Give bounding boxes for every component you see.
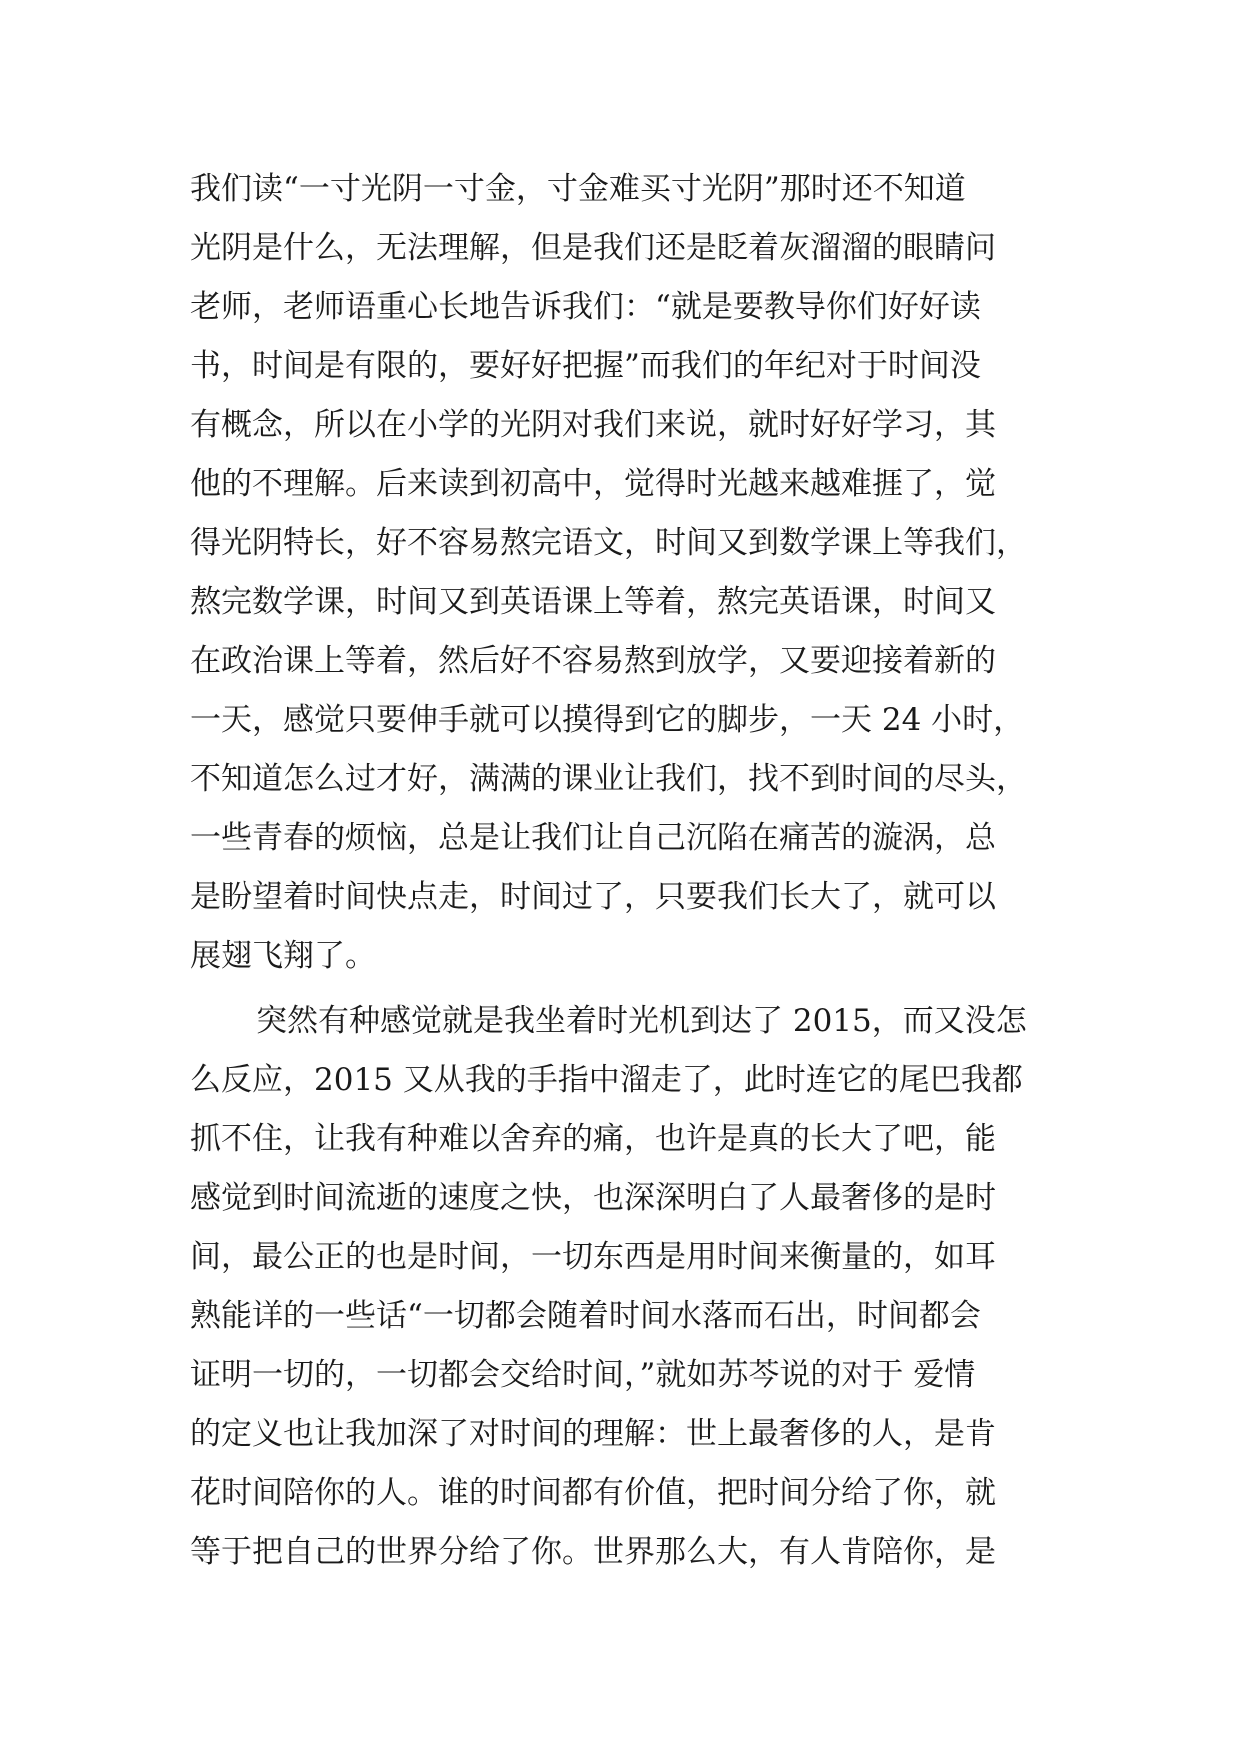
text-line: 证明一切的，一切都会交给时间，”就如苏芩说的对于 爱情: [190, 1357, 976, 1393]
text-line: 展翅飞翔了。: [190, 938, 376, 974]
paragraph-2: [190, 992, 1070, 1582]
text-line: 有概念，所以在小学的光阴对我们来说，就时好好学习，其: [190, 407, 996, 443]
text-line: 老师，老师语重心长地告诉我们：“就是要教导你们好好读: [190, 289, 981, 325]
text-line: 熟能详的一些话“一切都会随着时间水落而石出，时间都会: [190, 1298, 981, 1334]
text-line: 花时间陪你的人。谁的时间都有价值，把时间分给了你，就: [190, 1475, 996, 1511]
text-line: 抓不住，让我有种难以舍弃的痛，也许是真的长大了吧，能: [190, 1121, 996, 1157]
text-line: 他的不理解。后来读到初高中，觉得时光越来越难捱了，觉: [190, 466, 996, 502]
document-body: [190, 160, 1070, 1582]
text-line: 我们读“一寸光阴一寸金，寸金难买寸光阴”那时还不知道: [190, 171, 966, 207]
text-line: 的定义也让我加深了对时间的理解：世上最奢侈的人，是肯: [190, 1416, 996, 1452]
text-line: 书，时间是有限的，要好好把握”而我们的年纪对于时间没: [190, 348, 981, 384]
text-line: 一天，感觉只要伸手就可以摸得到它的脚步，一天 24 小时，: [190, 702, 1025, 738]
text-line: 不知道怎么过才好，满满的课业让我们，找不到时间的尽头，: [190, 761, 1027, 797]
text-line: 一些青春的烦恼，总是让我们让自己沉陷在痛苦的漩涡，总: [190, 820, 996, 856]
text-line: 在政治课上等着，然后好不容易熬到放学，又要迎接着新的: [190, 643, 996, 679]
text-line: 光阴是什么，无法理解，但是我们还是眨着灰溜溜的眼睛问: [190, 230, 996, 266]
text-line: 感觉到时间流逝的速度之快，也深深明白了人最奢侈的是时: [190, 1180, 996, 1216]
text-line: 间，最公正的也是时间，一切东西是用时间来衡量的，如耳: [190, 1239, 996, 1275]
text-line: 突然有种感觉就是我坐着时光机到达了 2015，而又没怎: [256, 1003, 1027, 1039]
text-line: 么反应，2015 又从我的手指中溜走了，此时连它的尾巴我都: [190, 1062, 1023, 1098]
text-line: 是盼望着时间快点走，时间过了，只要我们长大了，就可以: [190, 879, 996, 915]
text-line: 等于把自己的世界分给了你。世界那么大，有人肯陪你，是: [190, 1534, 996, 1570]
text-line: 得光阴特长，好不容易熬完语文，时间又到数学课上等我们，: [190, 525, 1027, 561]
text-line: 熬完数学课，时间又到英语课上等着，熬完英语课，时间又: [190, 584, 996, 620]
paragraph-1: [190, 160, 1070, 986]
